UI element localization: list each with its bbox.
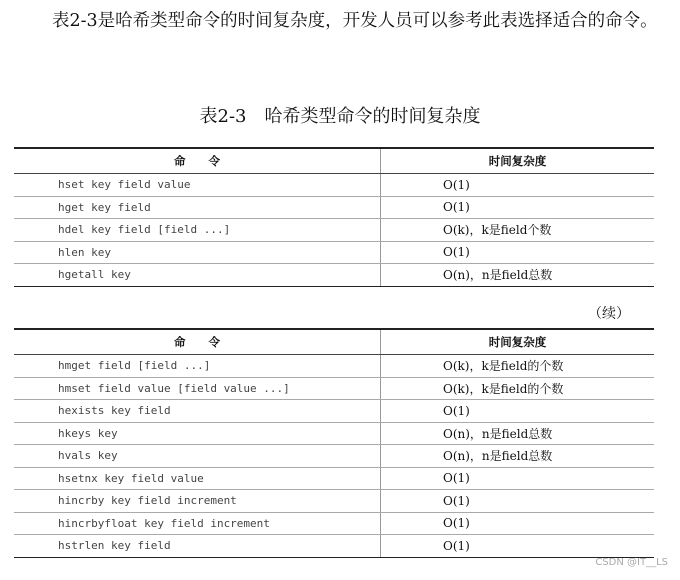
- continued-label: （续）: [588, 306, 630, 322]
- complexity-table: [14, 147, 654, 287]
- table-row: [14, 241, 654, 264]
- command-cell: hlen key: [14, 241, 381, 264]
- complexity-cell: O(1): [381, 174, 655, 197]
- complexity-cell: O(k)，k是field的个数: [381, 377, 655, 400]
- table-row: [14, 264, 654, 287]
- command-cell: hmget field [field ...]: [14, 355, 381, 378]
- complexity-cell: O(n)，n是field总数: [381, 445, 655, 468]
- complexity-cell: O(1): [381, 535, 655, 558]
- table-title: 表2-3 哈希类型命令的时间复杂度: [199, 106, 481, 127]
- command-cell: hsetnx key field value: [14, 467, 381, 490]
- command-cell: hvals key: [14, 445, 381, 468]
- command-cell: hdel key field [field ...]: [14, 219, 381, 242]
- header-command: 命 令: [14, 329, 381, 355]
- complexity-cell: O(n)，n是field总数: [381, 422, 655, 445]
- table-row: [14, 219, 654, 242]
- table-row: [14, 422, 654, 445]
- complexity-cell: O(1): [381, 196, 655, 219]
- command-cell: hincrby key field increment: [14, 490, 381, 513]
- complexity-cell: O(k)，k是field的个数: [381, 355, 655, 378]
- complexity-cell: O(1): [381, 241, 655, 264]
- command-cell: hstrlen key field: [14, 535, 381, 558]
- table-row: [14, 196, 654, 219]
- command-cell: hgetall key: [14, 264, 381, 287]
- command-cell: hincrbyfloat key field increment: [14, 512, 381, 535]
- table-row: [14, 400, 654, 423]
- complexity-cell: O(1): [381, 490, 655, 513]
- header-complexity: 时间复杂度: [381, 329, 655, 355]
- table-row: [14, 512, 654, 535]
- table-row: [14, 355, 654, 378]
- command-cell: hget key field: [14, 196, 381, 219]
- table-header-row: [14, 329, 654, 355]
- complexity-cell: O(k)，k是field个数: [381, 219, 655, 242]
- complexity-cell: O(1): [381, 512, 655, 535]
- header-command: 命 令: [14, 148, 381, 174]
- table-header-row: [14, 148, 654, 174]
- table1-body: [14, 174, 654, 287]
- table-row: [14, 377, 654, 400]
- command-cell: hkeys key: [14, 422, 381, 445]
- header-complexity: 时间复杂度: [381, 148, 655, 174]
- complexity-cell: O(1): [381, 400, 655, 423]
- table2-body: [14, 355, 654, 558]
- table-row: [14, 490, 654, 513]
- intro-paragraph: 表2-3是哈希类型命令的时间复杂度，开发人员可以参考此表选择适合的命令。: [52, 11, 658, 31]
- table-row: [14, 535, 654, 558]
- table-row: [14, 445, 654, 468]
- table-row: [14, 174, 654, 197]
- table-row: [14, 467, 654, 490]
- complexity-cell: O(n)，n是field总数: [381, 264, 655, 287]
- command-cell: hexists key field: [14, 400, 381, 423]
- complexity-cell: O(1): [381, 467, 655, 490]
- watermark: CSDN @IT__LS: [595, 557, 668, 568]
- command-cell: hset key field value: [14, 174, 381, 197]
- complexity-table-continued: [14, 328, 654, 558]
- command-cell: hmset field value [field value ...]: [14, 377, 381, 400]
